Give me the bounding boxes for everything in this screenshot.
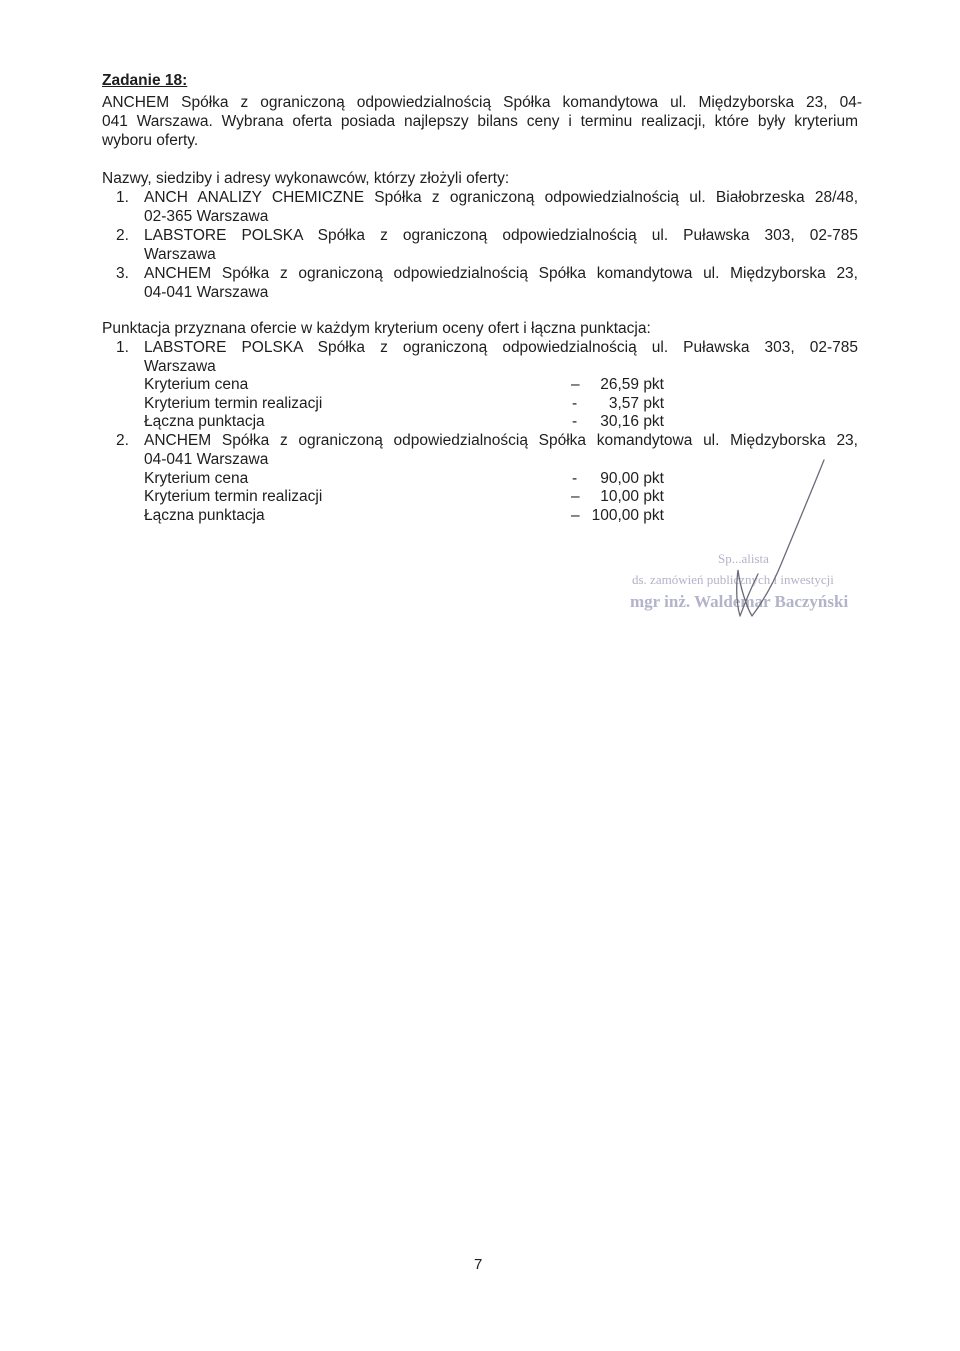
offer-1-total-dash: - [572,413,578,430]
offer-1-price-dash: – [571,376,580,393]
bidder-1-number: 1. [116,189,129,206]
stamp-line-3: mgr inż. Waldemar Baczyński [630,592,849,611]
bidder-2-number: 2. [116,227,129,244]
offer-2-time-score: 10,00 pkt [600,488,664,505]
offer-2-total-dash: – [571,507,580,524]
offer-2-price-dash: - [572,470,578,487]
bidder-3-number: 3. [116,265,129,282]
stamp-line-1: Sp...alista [718,551,769,566]
stamp-line-2: ds. zamówień publicznych i inwestycji [632,572,834,587]
bidder-2-name: LABSTORE POLSKA Spółka z ograniczoną odpowiedzialnością ul. Puławska 303, 02-785 [144,227,858,244]
bidder-2-city: Warszawa [144,246,216,263]
offer-2-time-dash: – [571,488,580,505]
offer-2-price-score: 90,00 pkt [600,470,664,487]
scored-offer-1-name: LABSTORE POLSKA Spółka z ograniczoną odpowiedzialnością ul. Puławska 303, 02-785 [144,339,858,356]
bidder-3-city: 04-041 Warszawa [144,284,269,301]
bidder-3-name: ANCHEM Spółka z ograniczoną odpowiedzialnością Spółka komandytowa ul. Międzyborska 23, [144,265,858,282]
intro-line-2: 041 Warszawa. Wybrana oferta posiada najlepszy bilans ceny i terminu realizacji, które były kryterium [102,113,858,130]
bidders-title: Nazwy, siedziby i adresy wykonawców, którzy złożyli oferty: [102,170,510,187]
offer-2-time-label: Kryterium termin realizacji [144,488,323,505]
bidder-1-city: 02-365 Warszawa [144,208,269,225]
page-number: 7 [474,1256,483,1273]
scored-offer-2-number: 2. [116,432,129,449]
task-heading: Zadanie 18: [102,72,188,89]
scored-offer-2-name: ANCHEM Spółka z ograniczoną odpowiedzialnością Spółka komandytowa ul. Międzyborska 23, [144,432,858,449]
scored-offer-1-city: Warszawa [144,358,216,375]
intro-line-3: wyboru oferty. [102,132,199,149]
offer-1-price-score: 26,59 pkt [600,376,664,393]
bidder-1-name: ANCH ANALIZY CHEMICZNE Spółka z ograniczoną odpowiedzialnością ul. Białobrzeska 28/48, [144,189,858,206]
offer-1-total-label: Łączna punktacja [144,413,265,430]
offer-2-price-label: Kryterium cena [144,470,249,487]
offer-1-time-label: Kryterium termin realizacji [144,395,323,412]
intro-line-1: ANCHEM Spółka z ograniczoną odpowiedzialnością Spółka komandytowa ul. Międzyborska 23, 04- [102,94,862,111]
handwritten-signature [700,450,830,630]
offer-2-total-score: 100,00 pkt [591,507,664,524]
offer-2-total-label: Łączna punktacja [144,507,265,524]
offer-1-total-score: 30,16 pkt [600,413,664,430]
offer-1-price-label: Kryterium cena [144,376,249,393]
offer-1-time-score: 3,57 pkt [608,395,664,412]
offer-1-time-dash: - [572,395,578,412]
scored-offer-2-city: 04-041 Warszawa [144,451,269,468]
scoring-title: Punktacja przyznana ofercie w każdym kryterium oceny ofert i łączna punktacja: [102,320,651,337]
scored-offer-1-number: 1. [116,339,129,356]
